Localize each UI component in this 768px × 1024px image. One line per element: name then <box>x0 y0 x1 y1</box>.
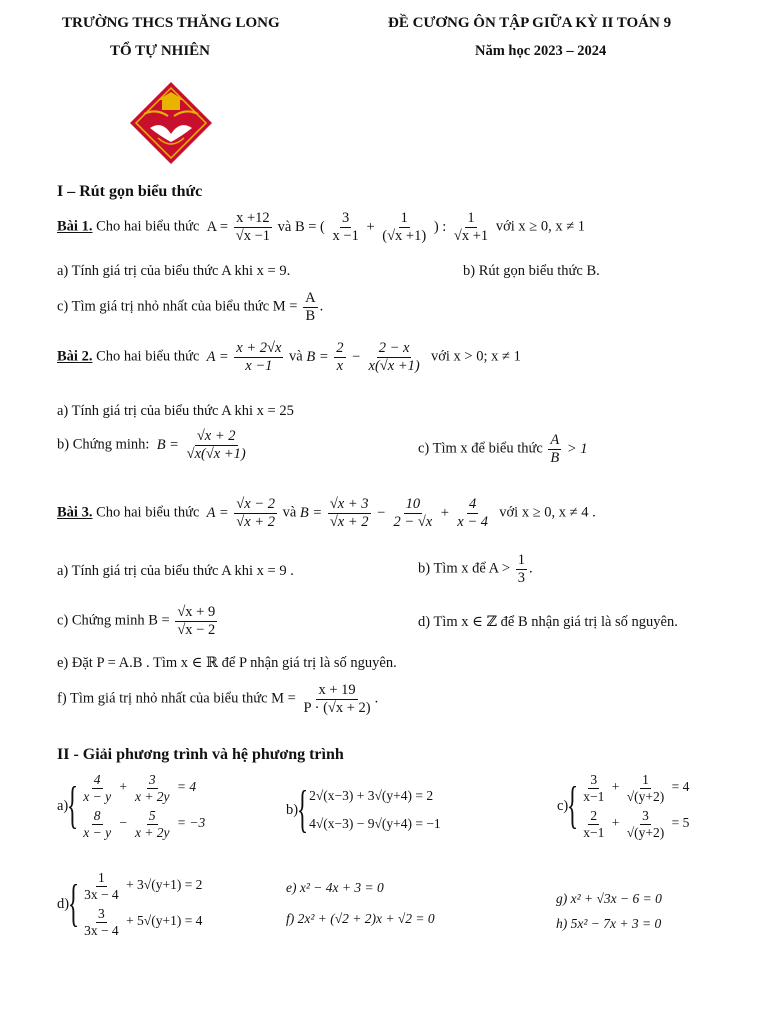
bai2-part-c: c) Tìm x để biểu thức $\frac{A}{B}$ > 1 <box>418 432 588 466</box>
bai1-label: Bài 1. <box>57 218 93 235</box>
bai2-label: Bài 2. <box>57 348 93 365</box>
equation-g: g) x² + √3x − 6 = 0 <box>556 891 662 906</box>
school-logo <box>128 80 214 166</box>
equation-e: e) x² − 4x + 3 = 0 <box>286 880 384 895</box>
bai1-formula: A = $\frac{x +12}{√x -1}$ và B = ( $\frac{3}{x -1}$ + $\frac{1}{(√x +1)}$ ) : $\frac{1}{√x +1}$ <box>203 210 489 244</box>
equation-h: h) 5x² − 7x + 3 = 0 <box>556 916 662 931</box>
school-name: TRƯỜNG THCS THĂNG LONG <box>62 15 280 31</box>
system-b-row-1: 2√(x−3) + 3√(y+4) = 2 <box>309 788 434 803</box>
bai1-statement: Bài 1. Cho hai biểu thức A = $\frac{x +12}{√x -1}$ và B = ( $\frac{3}{x -1}$ + $\frac{1}{(√x +1)}$ ) : $\frac{1}{√x +1}$ với x ≥ 0, x ≠ 1 <box>57 210 586 244</box>
bai3-part-f: f) Tìm giá trị nhỏ nhất của biểu thức M = $\frac{x + 19}{P \cdot (√x + 2)}$ . <box>57 682 379 716</box>
equation-f: f) 2x² + (√2 + 2)x + √2 = 0 <box>286 911 435 926</box>
document-title: ĐỀ CƯƠNG ÔN TẬP GIỮA KỲ II TOÁN 9 <box>388 15 672 31</box>
system-c: c) { $\frac{3}{x-1}$ + $\frac{1}{√(y+2)}$ = 4 $\frac{2}{x-1}$ + $\frac{3}{√(y+2)}$ = 5 <box>557 772 690 840</box>
bai3-part-a: a) Tính giá trị của biểu thức A khi x = 9 . <box>57 563 294 579</box>
bai2-statement: Bài 2. Cho hai biểu thức A = $\frac{x + 2√x}{x -1}$ và B = $\frac{2}{x}$ − $\frac{2 - x}{x(√x +1)}$ với x > 0; x ≠ 1 <box>57 340 521 374</box>
bai3-part-e: e) Đặt P = A.B . Tìm x ∈ ℝ để P nhận giá trị là số nguyên. <box>57 655 397 671</box>
bai3-part-c: c) Chứng minh B = $\frac{√x + 9}{√x - 2}$ <box>57 604 216 638</box>
department-name: TỔ TỰ NHIÊN <box>110 43 211 59</box>
bai3-part-b: b) Tìm x để A > $\frac{1}{3}$ . <box>418 552 533 586</box>
section-2-heading: II - Giải phương trình và hệ phương trình <box>57 746 344 763</box>
bai3-label: Bài 3. <box>57 504 93 521</box>
system-b: b) { 2√(x−3) + 3√(y+4) = 2 4√(x−3) − 9√(y+4) = −1 <box>286 781 441 838</box>
bai2-part-a: a) Tính giá trị của biểu thức A khi x = 25 <box>57 403 294 419</box>
bai3-part-d: d) Tìm x ∈ ℤ để B nhận giá trị là số nguyên. <box>418 614 678 630</box>
bai1-part-b: b) Rút gọn biểu thức B. <box>463 263 600 279</box>
section-1-heading: I – Rút gọn biểu thức <box>57 183 203 200</box>
bai3-statement: Bài 3. Cho hai biểu thức A = $\frac{√x - 2}{√x + 2}$ và B = $\frac{√x + 3}{√x + 2}$ − $\frac{10}{2 - √x}$ + $\frac{4}{x - 4}$ với x ≥ 0, x ≠ 4 . <box>57 496 596 530</box>
school-year: Năm học 2023 – 2024 <box>475 43 607 59</box>
bai2-formula: A = $\frac{x + 2√x}{x -1}$ <box>203 340 282 374</box>
bai1-part-a: a) Tính giá trị của biểu thức A khi x = 9. <box>57 263 291 279</box>
system-a: a) { $\frac{4}{x - y}$ + $\frac{3}{x + 2y}$ = 4 $\frac{8}{x - y}$ − $\frac{5}{x + 2y}$ = −3 <box>57 772 206 840</box>
bai2-part-b: b) Chứng minh: B = $\frac{√x + 2}{√x(√x +1)}$ <box>57 428 246 462</box>
system-b-row-2: 4√(x−3) − 9√(y+4) = −1 <box>309 816 441 831</box>
system-d: d) { $\frac{1}{3x - 4}$ + 3√(y+1) = 2 $\frac{3}{3x - 4}$ + 5√(y+1) = 4 <box>57 870 203 938</box>
bai1-part-c: c) Tìm giá trị nhỏ nhất của biểu thức M = $\frac{A}{B}$ . <box>57 290 324 324</box>
